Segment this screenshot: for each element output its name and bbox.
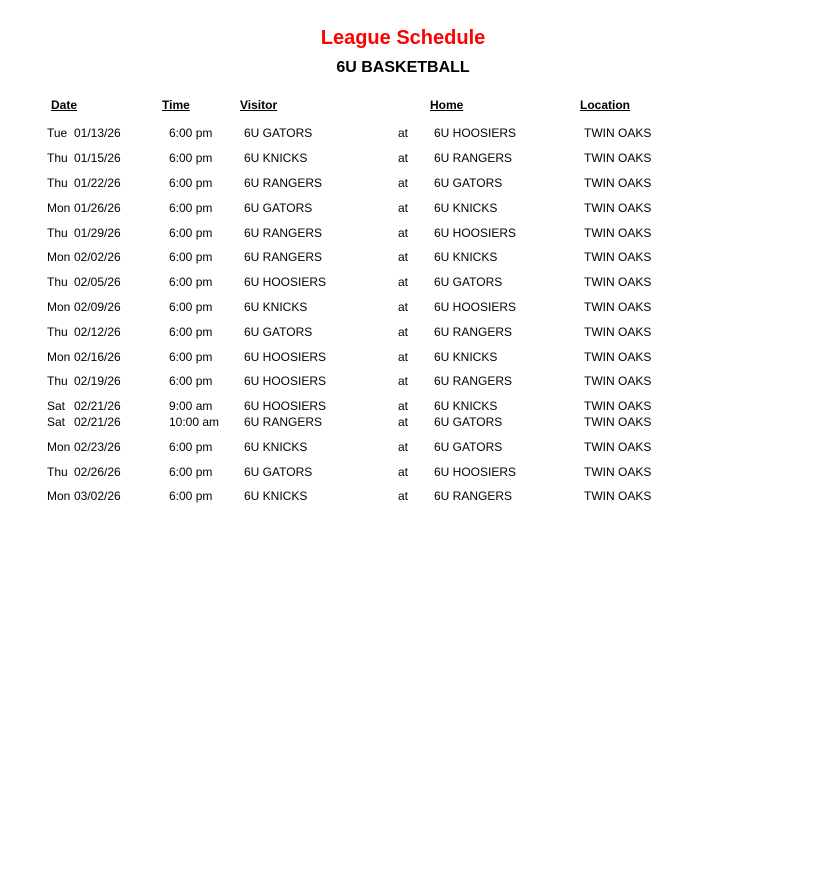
visitor-team: 6U RANGERS (244, 250, 323, 264)
home-team: 6U RANGERS (434, 151, 513, 165)
day: Mon (47, 201, 71, 215)
location: TWIN OAKS (584, 350, 652, 364)
day: Tue (47, 126, 68, 140)
time: 6:00 pm (169, 350, 213, 364)
at-label: at (398, 440, 409, 454)
location: TWIN OAKS (584, 465, 652, 479)
location: TWIN OAKS (584, 440, 652, 454)
location: TWIN OAKS (584, 126, 652, 140)
at-label: at (398, 350, 409, 364)
home-team: 6U KNICKS (434, 350, 498, 364)
location: TWIN OAKS (584, 226, 652, 240)
home-team: 6U HOOSIERS (434, 300, 517, 314)
at-label: at (398, 489, 409, 503)
page-title: League Schedule (320, 27, 486, 49)
location: TWIN OAKS (584, 176, 652, 190)
visitor-team: 6U HOOSIERS (244, 399, 327, 413)
day: Sat (47, 399, 66, 413)
header-visitor: Visitor (240, 98, 278, 112)
visitor-team: 6U RANGERS (244, 415, 323, 429)
location: TWIN OAKS (584, 325, 652, 339)
location: TWIN OAKS (584, 250, 652, 264)
table-row (0, 399, 760, 415)
time: 6:00 pm (169, 440, 213, 454)
visitor-team: 6U GATORS (244, 465, 313, 479)
location: TWIN OAKS (584, 300, 652, 314)
day: Thu (47, 465, 68, 479)
date: 02/23/26 (74, 440, 121, 454)
day: Thu (47, 176, 68, 190)
day: Thu (47, 325, 68, 339)
time: 6:00 pm (169, 300, 213, 314)
day: Thu (47, 226, 68, 240)
at-label: at (398, 250, 409, 264)
visitor-team: 6U RANGERS (244, 176, 323, 190)
visitor-team: 6U KNICKS (244, 489, 308, 503)
time: 6:00 pm (169, 176, 213, 190)
day: Thu (47, 374, 68, 388)
home-team: 6U HOOSIERS (434, 226, 517, 240)
date: 02/21/26 (74, 415, 121, 429)
time: 6:00 pm (169, 489, 213, 503)
visitor-team: 6U GATORS (244, 126, 313, 140)
at-label: at (398, 415, 409, 429)
header-date: Date (51, 98, 78, 112)
table-row (0, 250, 760, 266)
day: Thu (47, 275, 68, 289)
table-row (0, 151, 760, 167)
location: TWIN OAKS (584, 489, 652, 503)
page-subtitle: 6U BASKETBALL (336, 59, 470, 76)
table-row (0, 300, 760, 316)
at-label: at (398, 399, 409, 413)
at-label: at (398, 151, 409, 165)
at-label: at (398, 465, 409, 479)
at-label: at (398, 176, 409, 190)
visitor-team: 6U KNICKS (244, 151, 308, 165)
at-label: at (398, 275, 409, 289)
day: Mon (47, 250, 71, 264)
at-label: at (398, 300, 409, 314)
time: 6:00 pm (169, 374, 213, 388)
table-row (0, 126, 760, 142)
home-team: 6U GATORS (434, 415, 503, 429)
table-row (0, 350, 760, 366)
visitor-team: 6U KNICKS (244, 440, 308, 454)
table-row (0, 275, 760, 291)
at-label: at (398, 201, 409, 215)
location: TWIN OAKS (584, 201, 652, 215)
visitor-team: 6U HOOSIERS (244, 275, 327, 289)
date: 02/26/26 (74, 465, 121, 479)
table-row (0, 465, 760, 481)
date: 02/09/26 (74, 300, 121, 314)
home-team: 6U GATORS (434, 275, 503, 289)
visitor-team: 6U HOOSIERS (244, 350, 327, 364)
date: 01/13/26 (74, 126, 121, 140)
time: 6:00 pm (169, 151, 213, 165)
at-label: at (398, 226, 409, 240)
time: 6:00 pm (169, 250, 213, 264)
home-team: 6U KNICKS (434, 250, 498, 264)
visitor-team: 6U HOOSIERS (244, 374, 327, 388)
home-team: 6U HOOSIERS (434, 465, 517, 479)
time: 6:00 pm (169, 275, 213, 289)
home-team: 6U KNICKS (434, 399, 498, 413)
day: Mon (47, 350, 71, 364)
time: 6:00 pm (169, 325, 213, 339)
date: 01/26/26 (74, 201, 121, 215)
visitor-team: 6U GATORS (244, 201, 313, 215)
table-row (0, 201, 760, 217)
time: 6:00 pm (169, 465, 213, 479)
table-row (0, 489, 760, 505)
day: Sat (47, 415, 66, 429)
day: Mon (47, 440, 71, 454)
home-team: 6U GATORS (434, 176, 503, 190)
date: 03/02/26 (74, 489, 121, 503)
home-team: 6U RANGERS (434, 325, 513, 339)
table-row (0, 226, 760, 242)
date: 02/19/26 (74, 374, 121, 388)
visitor-team: 6U RANGERS (244, 226, 323, 240)
table-row (0, 176, 760, 192)
header-home: Home (430, 98, 464, 112)
header-time: Time (162, 98, 190, 112)
home-team: 6U GATORS (434, 440, 503, 454)
table-row (0, 325, 760, 341)
home-team: 6U RANGERS (434, 374, 513, 388)
date: 02/02/26 (74, 250, 121, 264)
date: 02/21/26 (74, 399, 121, 413)
header-location: Location (580, 98, 630, 112)
date: 02/12/26 (74, 325, 121, 339)
date: 01/22/26 (74, 176, 121, 190)
home-team: 6U KNICKS (434, 201, 498, 215)
location: TWIN OAKS (584, 415, 652, 429)
location: TWIN OAKS (584, 275, 652, 289)
time: 6:00 pm (169, 201, 213, 215)
location: TWIN OAKS (584, 399, 652, 413)
visitor-team: 6U KNICKS (244, 300, 308, 314)
day: Mon (47, 489, 71, 503)
home-team: 6U HOOSIERS (434, 126, 517, 140)
time: 6:00 pm (169, 226, 213, 240)
table-row (0, 440, 760, 456)
location: TWIN OAKS (584, 374, 652, 388)
time: 6:00 pm (169, 126, 213, 140)
at-label: at (398, 325, 409, 339)
at-label: at (398, 374, 409, 388)
at-label: at (398, 126, 409, 140)
table-row (0, 415, 760, 431)
date: 02/05/26 (74, 275, 121, 289)
date: 02/16/26 (74, 350, 121, 364)
home-team: 6U RANGERS (434, 489, 513, 503)
date: 01/29/26 (74, 226, 121, 240)
day: Thu (47, 151, 68, 165)
visitor-team: 6U GATORS (244, 325, 313, 339)
table-row (0, 374, 760, 390)
location: TWIN OAKS (584, 151, 652, 165)
date: 01/15/26 (74, 151, 121, 165)
day: Mon (47, 300, 71, 314)
time: 10:00 am (169, 415, 220, 429)
time: 9:00 am (169, 399, 213, 413)
